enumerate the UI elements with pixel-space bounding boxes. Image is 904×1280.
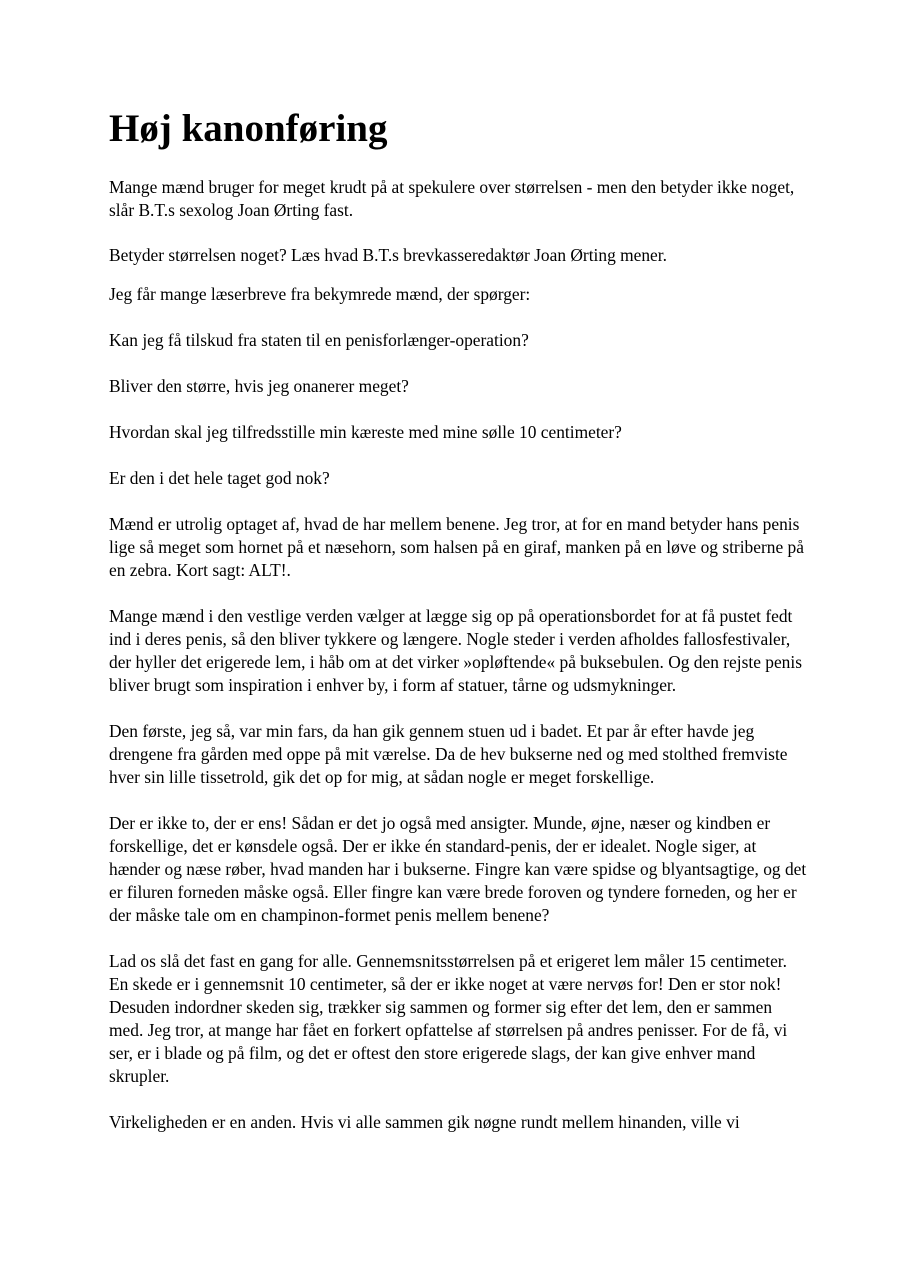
body-paragraph: Mange mænd i den vestlige verden vælger at lægge sig op på operationsbordet for at få pustet fedt ind i deres penis, så den bliver tykkere og længere. Nogle steder i verden afholdes fallosfestivaler, der hyller det erigerede lem, i håb om at det virker »opløftende« på buksebulen. Og den rejste penis bliver brugt som inspiration i enhver by, i form af statuer, tårne og udsmykninger. bbox=[109, 606, 802, 695]
body-paragraph: Virkeligheden er en anden. Hvis vi alle sammen gik nøgne rundt mellem hinanden, ville vi bbox=[109, 1112, 740, 1132]
body-paragraph: Lad os slå det fast en gang for alle. Gennemsnitsstørrelsen på et erigeret lem måler 15 centimeter. En skede er i gennemsnit 10 centimeter, så der er ikke noget at være nervøs for! Den er stor nok! Desuden indordner skeden sig, trækker sig sammen og former sig efter det lem, den er sammen med. Jeg tror, at mange har fået en forkert opfattelse af størrelsen på andres penisser. For de få, vi ser, er i blade og på film, og det er oftest den store erigerede slags, der kan give enhver mand skrupler. bbox=[109, 951, 788, 1086]
question-paragraph: Er den i det hele taget god nok? bbox=[109, 468, 330, 488]
document-title: Høj kanonføring bbox=[109, 107, 388, 150]
question-paragraph: Bliver den større, hvis jeg onanerer meget? bbox=[109, 376, 409, 396]
question-paragraph: Hvordan skal jeg tilfredsstille min kæreste med mine sølle 10 centimeter? bbox=[109, 422, 622, 442]
body-paragraph: Der er ikke to, der er ens! Sådan er det jo også med ansigter. Munde, øjne, næser og kindben er forskellige, det er kønsdele også. Der er ikke én standard-penis, der er idealet. Nogle siger, at hænder og næse røber, hvad manden har i bukserne. Fingre kan være spidse og blyantsagtige, og det er filuren forneden måske også. Eller fingre kan være brede foroven og tyndere forneden, og her er der måske tale om en champinon-formet penis mellem benene? bbox=[109, 813, 807, 925]
intro-paragraph: Betyder størrelsen noget? Læs hvad B.T.s brevkasseredaktør Joan Ørting mener. bbox=[109, 245, 667, 265]
question-paragraph: Kan jeg få tilskud fra staten til en penisforlænger-operation? bbox=[109, 330, 529, 350]
body-paragraph: Den første, jeg så, var min fars, da han gik gennem stuen ud i badet. Et par år efter havde jeg drengene fra gården med oppe på mit værelse. Da de hev bukserne ned og med stolthed fremviste hver sin lille tissetrold, gik det op for mig, at sådan nogle er meget forskellige. bbox=[109, 721, 788, 787]
document-page bbox=[109, 106, 809, 1134]
body-paragraph: Mænd er utrolig optaget af, hvad de har mellem benene. Jeg tror, at for en mand betyder hans penis lige så meget som hornet på et næsehorn, som halsen på en giraf, manken på en løve og striberne på en zebra. Kort sagt: ALT!. bbox=[109, 514, 804, 580]
body-paragraph: Jeg får mange læserbreve fra bekymrede mænd, der spørger: bbox=[109, 284, 531, 304]
lede-paragraph: Mange mænd bruger for meget krudt på at spekulere over størrelsen - men den betyder ikke noget, slår B.T.s sexolog Joan Ørting fast. bbox=[109, 177, 795, 220]
